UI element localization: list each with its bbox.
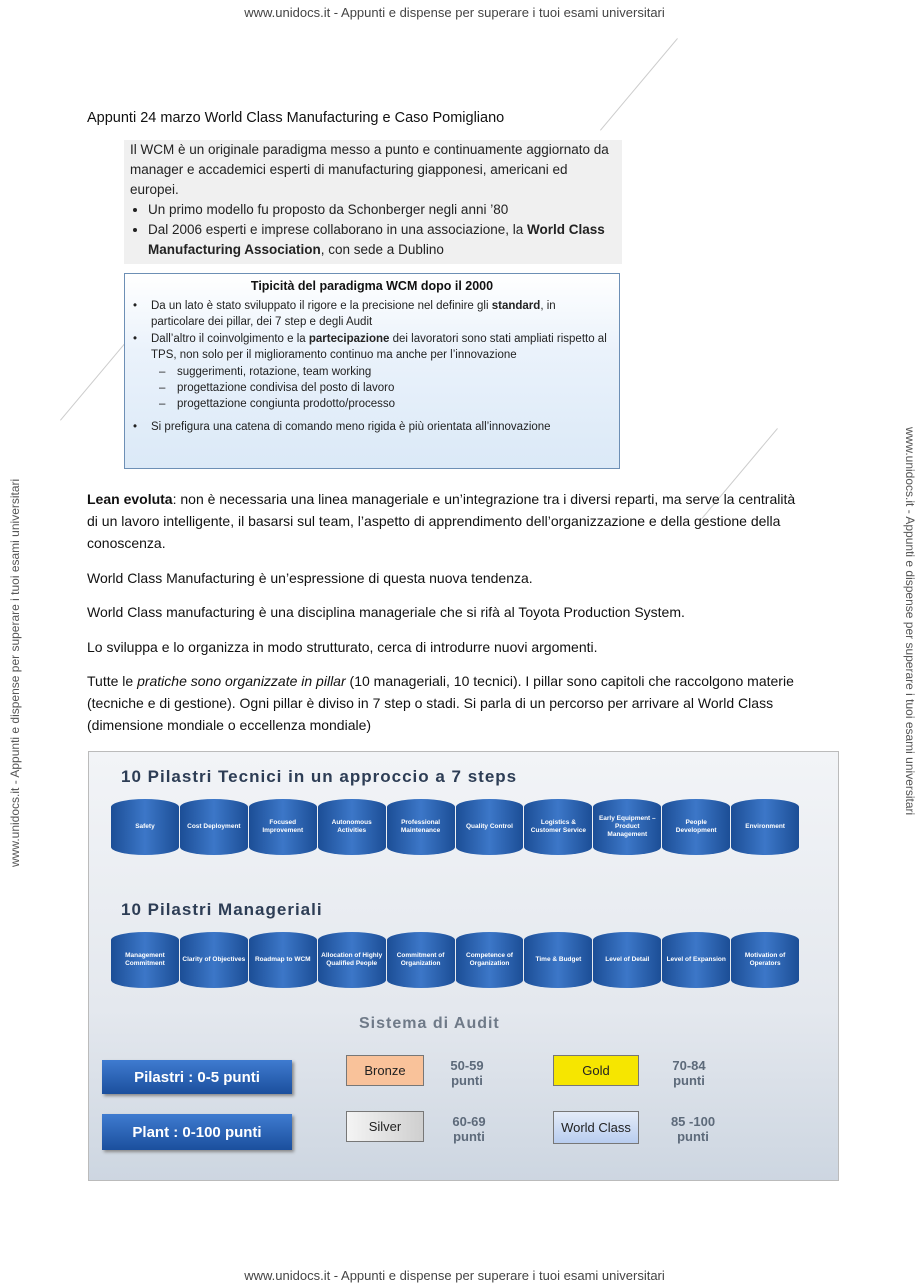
- gold-badge: Gold: [553, 1055, 639, 1086]
- wcm-intro-box: [124, 140, 622, 264]
- bronze-badge: Bronze: [346, 1055, 424, 1086]
- technical-pillar: Focused Improvement: [249, 799, 317, 855]
- wcm-pillars-figure: [88, 751, 839, 1181]
- managerial-pillar: Level of Detail: [593, 932, 661, 988]
- managerial-pillar: Motivation of Operators: [731, 932, 799, 988]
- tipicita-title: Tipicità del paradigma WCM dopo il 2000: [250, 279, 494, 293]
- tipicita-box: [124, 273, 620, 469]
- header-watermark: www.unidocs.it - Appunti e dispense per superare i tuoi esami universitari: [244, 5, 665, 20]
- technical-pillar: Environment: [731, 799, 799, 855]
- tipicita-subitem: – progettazione congiunta prodotto/processo: [125, 396, 619, 412]
- paragraph-pillar: Tutte le pratiche sono organizzate in pillar (10 manageriali, 10 tecnici). I pillar sono capitoli che raccolgono materie (tecniche e di gestione). Ogni pillar è diviso in 7 step o stadi. Si parla di un percorso per arrivare al World Class (dimensione mondiale o eccellenza mondiale): [87, 673, 794, 733]
- intro-bullet: • Un primo modello fu proposto da Schonberger negli anni ’80: [148, 200, 616, 220]
- world-class-badge: World Class: [553, 1111, 639, 1144]
- managerial-pillar: Time & Budget: [524, 932, 592, 988]
- tipicita-subitem: – suggerimenti, rotazione, team working: [125, 364, 619, 380]
- technical-pillars-heading: 10 Pilastri Tecnici in un approccio a 7 steps: [121, 767, 518, 786]
- footer-watermark: www.unidocs.it - Appunti e dispense per superare i tuoi esami universitari: [244, 1268, 665, 1283]
- paragraph-lean: Lean evoluta: non è necessaria una linea manageriale e un’integrazione tra i diversi reparti, ma serve la centralità di un lavoro intelligente, il basarsi sul team, l’aspetto di apprendimento dell’organizzazione e della gestione della conoscenza.: [87, 491, 796, 551]
- technical-pillars-row: [111, 799, 799, 855]
- technical-pillar: Logistics & Customer Service: [524, 799, 592, 855]
- page-title: Appunti 24 marzo World Class Manufacturing e Caso Pomigliano: [87, 110, 505, 126]
- decorative-diagonal-line: [600, 38, 678, 131]
- managerial-pillar: Commitment of Organization: [387, 932, 455, 988]
- tipicita-bullet: • Da un lato è stato sviluppato il rigore e la precisione nel definire gli standard, in particolare dei pillar, dei 7 step e degli Audit: [125, 298, 619, 331]
- technical-pillar: Safety: [111, 799, 179, 855]
- paragraph: World Class Manufacturing è un’espressione di questa nuova tendenza.: [87, 570, 533, 586]
- silver-badge: Silver: [346, 1111, 424, 1142]
- managerial-pillars-row: [111, 932, 799, 988]
- managerial-pillar: Clarity of Objectives: [180, 932, 248, 988]
- managerial-pillar: Level of Expansion: [662, 932, 730, 988]
- technical-pillar: Cost Deployment: [180, 799, 248, 855]
- managerial-pillar: Competence of Organization: [456, 932, 524, 988]
- technical-pillar: Quality Control: [456, 799, 524, 855]
- plant-score-button: Plant : 0-100 punti: [102, 1114, 292, 1150]
- right-watermark: www.unidocs.it - Appunti e dispense per superare i tuoi esami universitari: [903, 427, 917, 816]
- silver-points: 60-69 punti: [452, 1114, 486, 1144]
- technical-pillar: Autonomous Activities: [318, 799, 386, 855]
- technical-pillar: Professional Maintenance: [387, 799, 455, 855]
- paragraph: World Class manufacturing è una disciplina manageriale che si rifà al Toyota Production System.: [87, 604, 685, 620]
- paragraph: Lo sviluppa e lo organizza in modo strutturato, cerca di introdurre nuovi argomenti.: [87, 639, 598, 655]
- pilastri-score-button: Pilastri : 0-5 punti: [102, 1060, 292, 1094]
- intro-bullet: • Dal 2006 esperti e imprese collaborano in una associazione, la World Class Manufacturing Association, con sede a Dublino: [148, 220, 616, 260]
- bronze-points: 50-59 punti: [450, 1058, 484, 1088]
- gold-points: 70-84 punti: [672, 1058, 706, 1088]
- managerial-pillars-heading: 10 Pilastri Manageriali: [121, 900, 323, 919]
- audit-title: Sistema di Audit: [359, 1015, 500, 1032]
- technical-pillar: People Development: [662, 799, 730, 855]
- managerial-pillar: Roadmap to WCM: [249, 932, 317, 988]
- managerial-pillar: Allocation of Highly Qualified People: [318, 932, 386, 988]
- tipicita-bullet: • Dall’altro il coinvolgimento e la partecipazione dei lavoratori sono stati ampliati rispetto al TPS, non solo per il miglioramento continuo ma anche per l’innovazione: [125, 331, 619, 364]
- world-class-points: 85 -100 punti: [670, 1114, 716, 1144]
- intro-text: Il WCM è un originale paradigma messo a punto e continuamente aggiornato da manager e accademici esperti di manufacturing giapponesi, americani ed europei.: [130, 142, 609, 197]
- technical-pillar: Early Equipment – Product Management: [593, 799, 661, 855]
- left-watermark: www.unidocs.it - Appunti e dispense per superare i tuoi esami universitari: [8, 478, 22, 867]
- tipicita-subitem: – progettazione condivisa del posto di lavoro: [125, 380, 619, 396]
- tipicita-bullet: • Si prefigura una catena di comando meno rigida è più orientata all’innovazione: [125, 419, 619, 435]
- managerial-pillar: Management Commitment: [111, 932, 179, 988]
